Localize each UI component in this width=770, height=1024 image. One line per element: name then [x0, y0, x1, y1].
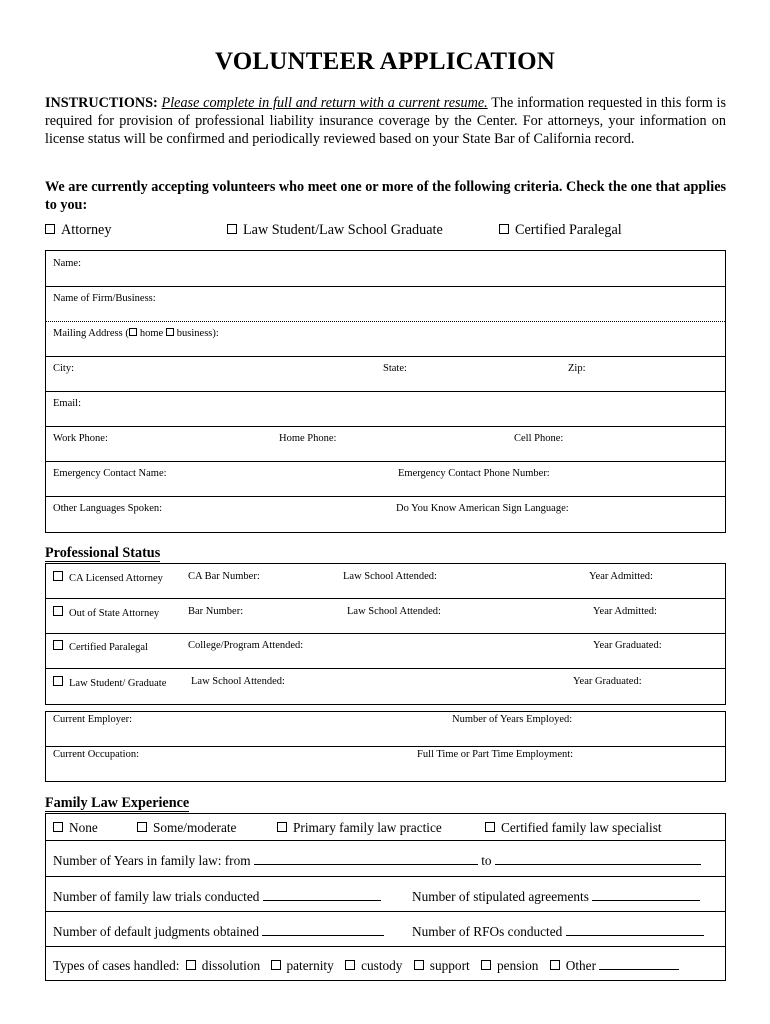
trials-row[interactable]	[46, 876, 725, 912]
instructions-paragraph	[45, 94, 726, 148]
default-line[interactable]	[262, 924, 384, 936]
choice-law-student[interactable]	[227, 222, 443, 239]
student-year-label: Year Graduated:	[573, 676, 642, 687]
years-from-line[interactable]	[254, 853, 478, 865]
paralegal-check[interactable]: Certified Paralegal	[53, 640, 148, 653]
occupation-label: Current Occupation:	[53, 749, 140, 760]
checkbox-icon[interactable]	[166, 328, 174, 336]
choice-attorney-label: Attorney	[61, 222, 112, 238]
years-from-label: Number of Years in family law: from to	[53, 853, 701, 869]
languages-row[interactable]	[46, 496, 725, 532]
law-student-check[interactable]: Law Student/ Graduate	[53, 676, 166, 689]
choice-attorney[interactable]	[45, 222, 111, 239]
zip-label: Zip:	[568, 363, 586, 374]
bar-number-label: Bar Number:	[188, 606, 244, 617]
checkbox-icon[interactable]	[129, 328, 137, 336]
professional-status-box	[45, 563, 726, 705]
email-row[interactable]	[46, 391, 725, 427]
asl-label: Do You Know American Sign Language:	[396, 503, 569, 514]
stipulated-line[interactable]	[592, 889, 700, 901]
checkbox-icon[interactable]	[53, 676, 63, 686]
cell-phone-label: Cell Phone:	[514, 433, 564, 444]
city-state-zip-row[interactable]	[46, 356, 725, 392]
checkbox-icon[interactable]	[499, 224, 509, 234]
checkbox-icon[interactable]	[277, 822, 287, 832]
case-types-row[interactable]	[46, 946, 725, 981]
instructions-text: The information requested in this form is required for provision of professional liability insurance coverage by the Center. For attorneys, your information on license status will be confirmed and periodically reviewed based on your State Bar of California record.	[45, 95, 726, 147]
checkbox-icon[interactable]	[414, 960, 424, 970]
oos-year-label: Year Admitted:	[593, 606, 657, 617]
ca-year-label: Year Admitted:	[589, 571, 653, 582]
firm-row[interactable]	[46, 286, 725, 321]
ca-attorney-check[interactable]: CA Licensed Attorney	[53, 571, 163, 584]
emergency-name-label: Emergency Contact Name:	[53, 468, 167, 479]
some-option[interactable]: Some/moderate	[137, 820, 236, 836]
specialist-option[interactable]: Certified family law specialist	[485, 820, 662, 836]
fulltime-label: Full Time or Part Time Employment:	[417, 749, 574, 760]
choice-paralegal[interactable]	[499, 222, 622, 239]
checkbox-icon[interactable]	[53, 606, 63, 616]
family-law-box	[45, 813, 726, 981]
stipulated-label: Number of stipulated agreements	[412, 889, 700, 905]
years-to-line[interactable]	[495, 853, 701, 865]
checkbox-icon[interactable]	[550, 960, 560, 970]
ca-bar-number-label: CA Bar Number:	[188, 571, 260, 582]
mailing-address-label: Mailing Address ( home business):	[53, 328, 219, 339]
employer-label: Current Employer:	[53, 714, 133, 725]
out-of-state-row[interactable]	[46, 598, 725, 634]
mailing-address-row[interactable]	[46, 321, 725, 357]
checkbox-icon[interactable]	[271, 960, 281, 970]
oos-school-label: Law School Attended:	[347, 606, 441, 617]
checkbox-icon[interactable]	[45, 224, 55, 234]
page-title: VOLUNTEER APPLICATION	[214, 48, 556, 75]
criteria-text: We are currently accepting volunteers who meet one or more of the following criteria. Check the one that applies to you:	[45, 179, 727, 213]
email-label: Email:	[53, 398, 81, 409]
trials-label: Number of family law trials conducted	[53, 889, 381, 905]
para-year-label: Year Graduated:	[593, 640, 662, 651]
emergency-row[interactable]	[46, 461, 725, 497]
home-phone-label: Home Phone:	[279, 433, 337, 444]
family-law-heading: Family Law Experience	[45, 795, 190, 811]
years-family-law-row[interactable]	[46, 840, 725, 877]
choice-law-student-label: Law Student/Law School Graduate	[243, 222, 443, 238]
languages-label: Other Languages Spoken:	[53, 503, 163, 514]
default-label: Number of default judgments obtained	[53, 924, 384, 940]
phone-row[interactable]	[46, 426, 725, 462]
case-types-label: Types of cases handled: dissolution paternity custody support pension Other	[53, 958, 679, 974]
emergency-phone-label: Emergency Contact Phone Number:	[398, 468, 550, 479]
checkbox-icon[interactable]	[53, 640, 63, 650]
rfos-line[interactable]	[566, 924, 704, 936]
checkbox-icon[interactable]	[53, 822, 63, 832]
checkbox-icon[interactable]	[53, 571, 63, 581]
instructions-emphasis: Please complete in full and return with a current resume.	[161, 95, 488, 111]
college-label: College/Program Attended:	[188, 640, 304, 651]
none-option[interactable]: None	[53, 820, 98, 836]
name-row[interactable]	[46, 251, 725, 286]
employer-row[interactable]	[46, 712, 725, 746]
name-label: Name:	[53, 258, 81, 269]
rfos-label: Number of RFOs conducted	[412, 924, 704, 940]
professional-status-heading: Professional Status	[45, 545, 161, 561]
years-employed-label: Number of Years Employed:	[452, 714, 573, 725]
trials-line[interactable]	[263, 889, 381, 901]
checkbox-icon[interactable]	[485, 822, 495, 832]
law-student-row[interactable]	[46, 668, 725, 704]
checkbox-icon[interactable]	[345, 960, 355, 970]
other-line[interactable]	[599, 958, 679, 970]
out-of-state-check[interactable]: Out of State Attorney	[53, 606, 159, 619]
checkbox-icon[interactable]	[227, 224, 237, 234]
state-label: State:	[383, 363, 407, 374]
ca-attorney-row[interactable]	[46, 564, 725, 598]
contact-info-box	[45, 250, 726, 533]
occupation-row[interactable]	[46, 746, 725, 782]
experience-level-row[interactable]	[46, 814, 725, 840]
instructions-label: INSTRUCTIONS:	[45, 95, 158, 111]
checkbox-icon[interactable]	[186, 960, 196, 970]
choice-paralegal-label: Certified Paralegal	[515, 222, 622, 238]
checkbox-icon[interactable]	[481, 960, 491, 970]
work-phone-label: Work Phone:	[53, 433, 108, 444]
student-school-label: Law School Attended:	[191, 676, 285, 687]
ca-school-label: Law School Attended:	[343, 571, 437, 582]
city-label: City:	[53, 363, 75, 374]
primary-option[interactable]: Primary family law practice	[277, 820, 442, 836]
checkbox-icon[interactable]	[137, 822, 147, 832]
default-judgments-row[interactable]	[46, 911, 725, 947]
employment-box	[45, 711, 726, 782]
paralegal-row[interactable]	[46, 633, 725, 669]
firm-label: Name of Firm/Business:	[53, 293, 156, 304]
